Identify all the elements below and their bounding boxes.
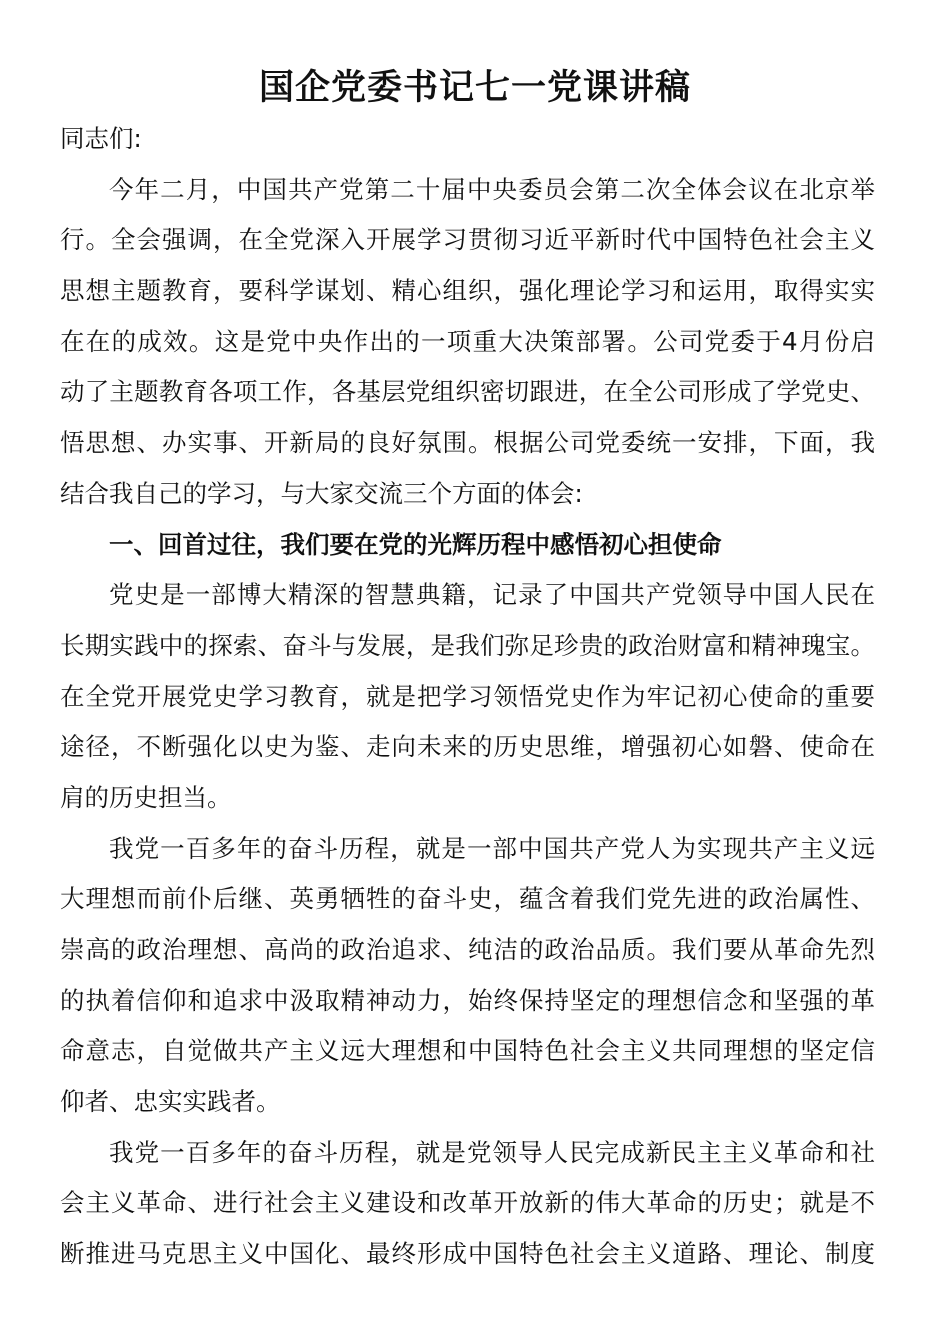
- paragraph-line: 肩的历史担当。: [60, 782, 232, 812]
- document-title: 国企党委书记七一党课讲稿: [258, 67, 691, 108]
- paragraph-line: 长期实践中的探索、奋斗与发展，是我们弥足珍贵的政治财富和精神瑰宝。: [60, 630, 875, 660]
- paragraph-line: 仰者、忠实实践者。: [60, 1087, 281, 1117]
- paragraph-line: 在在的成效。这是党中央作出的一项重大决策部署。公司党委于4月份启: [60, 326, 875, 356]
- paragraph-line: 断推进马克思主义中国化、最终形成中国特色社会主义道路、理论、制度: [60, 1239, 875, 1269]
- paragraph-line: 行。全会强调，在全党深入开展学习贯彻习近平新时代中国特色社会主义: [60, 225, 875, 255]
- paragraph-line: 我党一百多年的奋斗历程，就是党领导人民完成新民主主义革命和社: [109, 1137, 875, 1167]
- paragraph-line: 崇高的政治理想、高尚的政治追求、纯洁的政治品质。我们要从革命先烈: [60, 935, 875, 964]
- paragraph-line: 我党一百多年的奋斗历程，就是一部中国共产党人为实现共产主义远: [109, 833, 875, 863]
- paragraph-line: 在全党开展党史学习教育，就是把学习领悟党史作为牢记初心使命的重要: [60, 681, 875, 711]
- paragraph-line: 结合我自己的学习，与大家交流三个方面的体会:: [60, 478, 583, 508]
- paragraph-line: 会主义革命、进行社会主义建设和改革开放新的伟大革命的历史；就是不: [60, 1188, 875, 1218]
- paragraph-line: 大理想而前仆后继、英勇牺牲的奋斗史，蕴含着我们党先进的政治属性、: [60, 884, 875, 914]
- paragraph-line: 命意志，自觉做共产主义远大理想和中国特色社会主义共同理想的坚定信: [60, 1036, 875, 1066]
- paragraph-line: 今年二月，中国共产党第二十届中央委员会第二次全体会议在北京举: [109, 174, 875, 204]
- section-heading: 一、回首过往，我们要在党的光辉历程中感悟初心担使命: [109, 529, 722, 559]
- paragraph-line: 党史是一部博大精深的智慧典籍，记录了中国共产党领导中国人民在: [109, 580, 875, 610]
- document-body: [60, 114, 875, 1280]
- paragraph-line: 途径，不断强化以史为鉴、走向未来的历史思维，增强初心如磐、使命在: [60, 732, 875, 762]
- paragraph-line: 悟思想、办实事、开新局的良好氛围。根据公司党委统一安排，下面，我: [60, 428, 875, 458]
- paragraph-line: 思想主题教育，要科学谋划、精心组织，强化理论学习和运用，取得实实: [60, 276, 875, 306]
- salutation-line: 同志们:: [60, 124, 142, 153]
- paragraph-line: 动了主题教育各项工作，各基层党组织密切跟进，在全公司形成了学党史、: [60, 377, 875, 407]
- paragraph-line: 的执着信仰和追求中汲取精神动力，始终保持坚定的理想信念和坚强的革: [60, 985, 875, 1015]
